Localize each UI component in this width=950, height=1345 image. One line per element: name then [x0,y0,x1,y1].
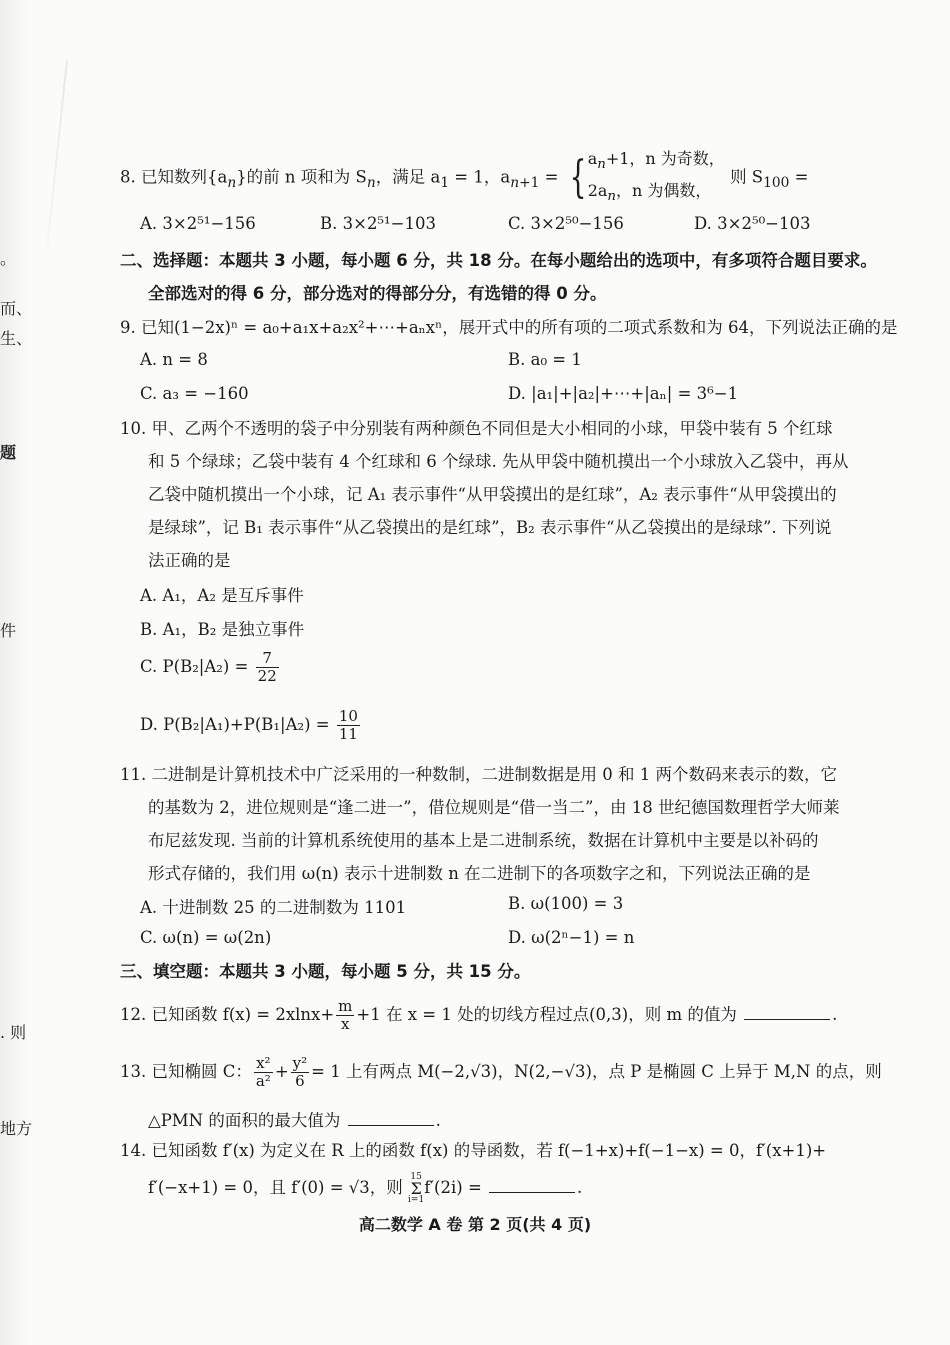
q10-option-c [140,650,281,685]
question-10 [120,412,890,577]
section-2-line-2: 全部选对的得 6 分，部分选对的得部分分，有选错的得 0 分。 [148,284,607,303]
option-b: B. a₀ = 1 [508,350,582,369]
sum-sigma: Σ [410,1178,422,1198]
page-footer: 高二数学 A 卷 第 2 页(共 4 页) [358,1215,592,1234]
q10-line: 是绿球”，记 B₁ 表示事件“从乙袋摸出的是红球”，B₂ 表示事件“从乙袋摸出的是绿球”. 下列说 [148,518,832,537]
fraction [337,708,360,743]
option-b: B. 3×2⁵¹−103 [320,214,436,233]
fraction-denominator: 11 [338,725,358,743]
q9-options-row-1 [140,350,900,380]
q8-text: 8. 已知数列{a [120,167,228,187]
fraction-numerator: x² [254,1055,273,1073]
option-a: A. n = 8 [140,350,208,369]
fraction [336,998,354,1033]
q11-options-row-1 [140,894,900,924]
question-14 [120,1134,890,1167]
q12-text: +1 在 x = 1 处的切线方程过点(0,3)，则 m 的值为 [356,1005,737,1024]
fraction-numerator: m [338,997,353,1015]
q8-tail-sub: 100 [763,174,790,191]
q12-text: 12. 已知函数 f(x) = 2xlnx+ [120,1005,335,1024]
margin-fragment: 生、 [0,329,33,348]
section-2-header [120,244,900,310]
q10-line: 和 5 个绿球；乙袋中装有 4 个红球和 6 个绿球. 先从甲袋中随机摸出一个小球放入乙袋中，再从 [148,452,849,471]
q8-text: ，满足 a [375,167,441,187]
q12-end: . [832,1005,838,1024]
q10-option-b: B. A₁，B₂ 是独立事件 [140,620,305,639]
q9-stem: 9. 已知(1−2x)ⁿ = a₀+a₁x+a₂x²+⋯+aₙxⁿ，展开式中的所有项的二项式系数和为 64，下列说法正确的是 [120,318,898,337]
sum-lower: i=1 [408,1194,425,1205]
section-3-header [120,955,900,988]
q14-line-2-text: f′(−x+1) = 0，且 f′(0) = √3，则 [148,1178,403,1197]
paper-fold-line [46,60,68,249]
section-2-line-1: 二、选择题：本题共 3 小题，每小题 6 分，共 18 分。在每小题给出的选项中，有多项符合题目要求。 [120,251,877,270]
fraction [254,1055,273,1090]
margin-fragment: 而、 [0,299,33,318]
question-13 [120,1052,890,1092]
piece-case-1b: +1，n 为奇数， [605,149,725,168]
q11-line: 11. 二进制是计算机技术中广泛采用的一种数制，二进制数据是用 0 和 1 两个数码来表示的数，它 [120,765,837,784]
q11-line: 的基数为 2，进位规则是“逢二进一”，借位规则是“借一当二”，由 18 世纪德国数理哲学大师莱 [148,798,840,817]
fraction-denominator: a² [255,1072,271,1090]
margin-fragment: 题 [0,443,17,462]
q10-option-d [140,708,362,743]
q10-line: 10. 甲、乙两个不透明的袋子中分别装有两种颜色不同但是大小相同的小球，甲袋中装有 5 个红球 [120,419,833,438]
answer-blank[interactable] [348,1111,434,1126]
answer-blank[interactable] [489,1178,575,1193]
option-c: C. ω(n) = ω(2n) [140,928,272,947]
option-d: D. ω(2ⁿ−1) = n [508,928,635,947]
option-a: A. 十进制数 25 的二进制数为 1101 [140,898,407,917]
q8-options [140,214,900,244]
margin-fragment: . 则 [0,1023,27,1042]
question-11 [120,758,890,890]
q10-line: 乙袋中随机摸出一个小球，记 A₁ 表示事件“从甲袋摸出的是红球”，A₂ 表示事件“从甲袋摸出的 [148,485,837,504]
fraction-denominator: 22 [257,667,277,685]
q8-text: = 1，a [449,167,511,187]
fraction-denominator: 6 [295,1072,305,1090]
q13-line-2-text: △PMN 的面积的最大值为 [148,1111,341,1130]
q10-option-a: A. A₁，A₂ 是互斥事件 [140,586,304,605]
fraction-denominator: x [341,1015,350,1033]
q8-tail2: = [789,167,809,187]
q13-text: 13. 已知椭圆 C： [120,1062,252,1081]
q9-options-row-2 [140,384,900,414]
piecewise-cases: $a_n+1$，n 为奇数， $2a_n$，n 为偶数， [587,149,725,205]
question-13-line-2 [148,1104,918,1137]
q11-line: 形式存储的，我们用 ω(n) 表示十进制数 n 在二进制下的各项数字之和，下列说法正确的是 [148,864,811,883]
q10-option-d-text: D. P(B₂|A₁)+P(B₁|A₂) = [140,715,330,734]
piece-case-2: 2a [587,181,608,201]
fraction [291,1055,310,1090]
margin-fragment: 件 [0,621,17,640]
fraction-numerator: y² [292,1054,308,1072]
question-14-line-2 [148,1170,918,1206]
summation-symbol [408,1173,424,1205]
option-c: C. a₃ = −160 [140,384,249,403]
q10-option-c-text: C. P(B₂|A₂) = [140,657,249,676]
scan-edge [0,0,28,1345]
fraction-numerator: 7 [256,650,279,668]
plus-sign: + [274,1062,289,1081]
option-a: A. 3×2⁵¹−156 [140,214,256,233]
margin-fragment: 地方 [0,1119,33,1138]
question-12 [120,995,890,1035]
option-b: B. ω(100) = 3 [508,894,624,913]
option-d: D. |a₁|+|a₂|+⋯+|aₙ| = 3⁶−1 [508,384,739,403]
q11-line: 布尼兹发现. 当前的计算机系统使用的基本上是二进制系统，数据在计算机中主要是以补码的 [148,831,819,850]
q14-line-2-post: f′(2i) = [424,1178,482,1197]
q14-end: . [577,1178,583,1197]
option-d: D. 3×2⁵⁰−103 [694,214,811,233]
q14-line-1: 14. 已知函数 f′(x) 为定义在 R 上的函数 f(x) 的导函数，若 f(−1+x)+f(−1−x) = 0，f′(x+1)+ [120,1141,827,1160]
question-9 [120,311,898,344]
question-8: 8. 已知数列$\{a_n\}$的前 n 项和为 $S_n$，满足 $a_1 = 1$，$a_{n+1}$ = { $a_n+1$，n 为奇数， $2a_n$，n 为偶数， 则 $S_{100}$ = [120,146,890,211]
q11-options-row-2 [140,928,900,958]
fraction-numerator: 10 [338,707,358,725]
margin-fragment: 。 [0,249,17,268]
fraction [256,650,279,685]
section-3-line-1: 三、填空题：本题共 3 小题，每小题 5 分，共 15 分。 [120,962,531,981]
q13-end: . [435,1111,441,1130]
q8-text: }的前 n 项和为 S [236,167,367,187]
sum-upper: 15 [410,1171,422,1182]
answer-blank[interactable] [744,1005,830,1020]
q8-tail: 则 S [730,167,764,187]
q13-text: = 1 上有两点 M(−2,√3)，N(2,−√3)，点 P 是椭圆 C 上异于 M,N 的点，则 [311,1062,882,1081]
option-c: C. 3×2⁵⁰−156 [508,214,624,233]
piece-case-2b: ，n 为偶数， [616,181,712,201]
piecewise-brace: { [569,152,587,204]
piece-case-1: a [587,149,598,168]
q10-line: 法正确的是 [148,551,231,570]
